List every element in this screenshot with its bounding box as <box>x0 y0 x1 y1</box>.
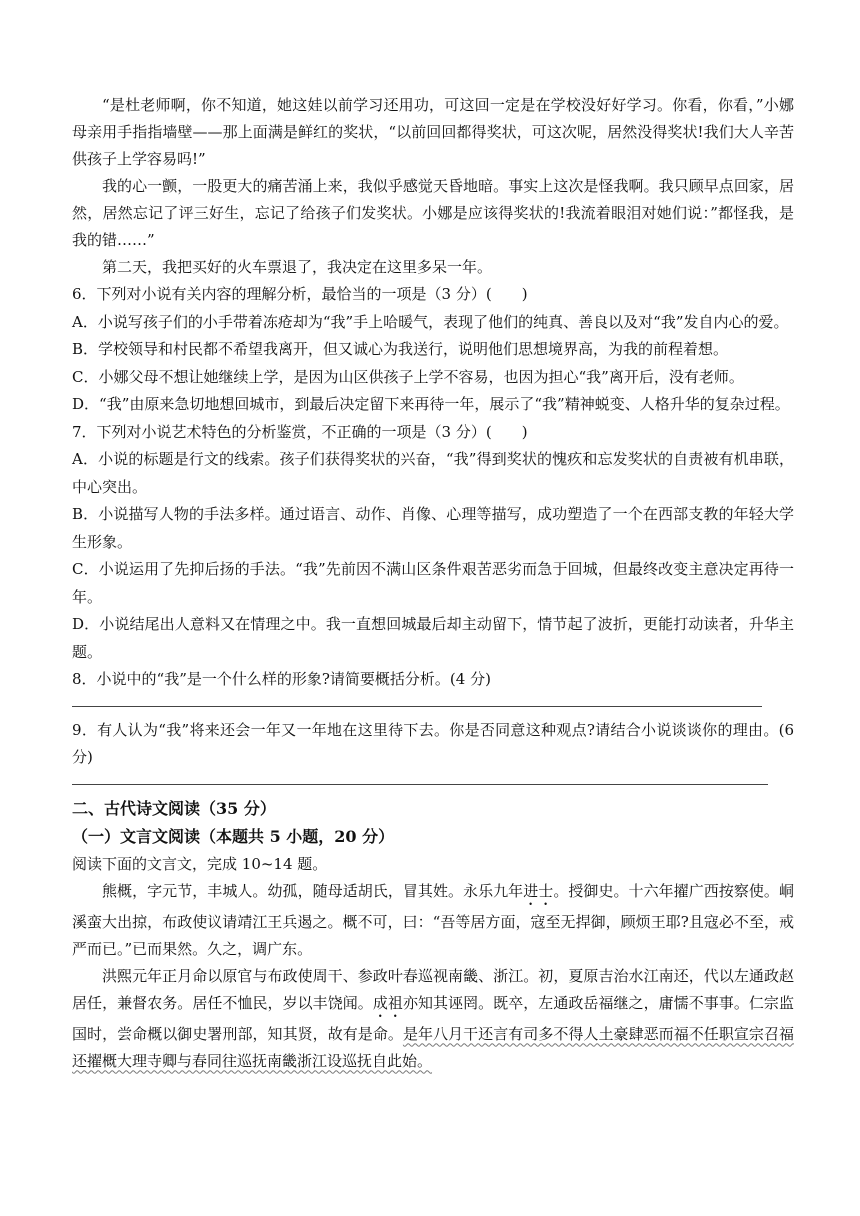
question-7-stem: 7．下列对小说艺术特色的分析鉴赏，不正确的一项是（3 分）( ) <box>72 422 528 441</box>
story-paragraph-2: 我的心一颤，一股更大的痛苦涌上来，我似乎感觉天昏地暗。事实上这次是怪我啊。我只顾早点回家，居然，居然忘记了评三好生，忘记了给孩子们发奖状。小娜是应该得奖状的!我流着眼泪对她们说：”都怪我，是我的错……” <box>72 177 794 249</box>
classical-p1-after: 。授御史。十六年擢广西按察使。峒溪蛮大出掠，布政使议请靖江王兵遏之。概不可，曰：“吾等居方面，寇至无捍御，顾烦王耶?且寇必不至，戒严而已。”已而果然。久之，调广东。 <box>72 881 794 958</box>
document-page <box>72 92 794 1075</box>
question-8: 8．小说中的“我”是一个什么样的形象?请简要概括分析。(4 分) <box>72 670 491 688</box>
answer-line-q8[interactable] <box>72 706 762 707</box>
classical-paragraph-2 <box>72 963 794 1075</box>
question-6-stem: 6．下列对小说有关内容的理解分析，最恰当的一项是（3 分）( ) <box>72 285 528 303</box>
story-paragraph-3: 第二天，我把买好的火车票退了，我决定在这里多呆一年。 <box>102 258 493 276</box>
section-2-subtitle: （一）文言文阅读（本题共 5 小题，20 分） <box>72 826 395 846</box>
question-7-option-c: C．小说运用了先抑后扬的手法。“我”先前因不满山区条件艰苦恶劣而急于回城，但最终改变主意决定再待一年。 <box>72 560 794 606</box>
question-7-option-b: B．小说描写人物的手法多样。通过语言、动作、肖像、心理等描写，成功塑造了一个在西部支教的年轻大学生形象。 <box>72 505 794 551</box>
classical-p2-b: 亦知其诬罔。既卒，左通政岳福继之，庸懦不事事。仁宗监国时，尝命概以御史署刑部，知其贤，故有是命。 <box>72 993 794 1043</box>
question-7-option-d: D．小说结尾出人意料又在情理之中。我一直想回城最后却主动留下，情节起了波折，更能打动读者，升华主题。 <box>72 615 794 661</box>
classical-p2-a: 洪熙元年正月命以原官与布政使周干、参政叶春巡视南畿、浙江。初，夏原吉治水江南还，代以左通政赵居任，兼督农务。居任不恤民，岁以丰饶闻。 <box>72 966 794 1012</box>
reading-instruction: 阅读下面的文言文，完成 10~14 题。 <box>72 854 328 873</box>
question-7-option-a: A．小说的标题是行文的线索。孩子们获得奖状的兴奋，“我”得到奖状的愧疚和忘发奖状的自责被有机串联，中心突出。 <box>72 450 794 496</box>
question-6-option-c: C．小娜父母不想让她继续上学，是因为山区供孩子上学不容易，也因为担心“我”离开后，没有老师。 <box>72 367 744 386</box>
question-9: 9．有人认为“我”将来还会一年又一年地在这里待下去。你是否同意这种观点?请结合小说谈谈你的理由。(6 分) <box>72 720 794 766</box>
dotted-word-jinshi: 进士 <box>523 881 554 900</box>
story-paragraph-1: “是杜老师啊，你不知道，她这娃以前学习还用功，可这回一定是在学校没好好学习。你看，你看，”小娜母亲用手指指墙壁——那上面满是鲜红的奖状，“以前回回都得奖状，可这次呢，居然没得奖状!我们大人辛苦供孩子上学容易吗!” <box>72 96 794 168</box>
classical-paragraph-1 <box>72 878 794 963</box>
section-2-title: 二、古代诗文阅读（35 分） <box>72 798 276 818</box>
dotted-word-chengzu: 成祖 <box>372 993 403 1012</box>
classical-p1-before: 熊概，字元节，丰城人。幼孤，随母适胡氏，冒其姓。永乐九年 <box>102 881 524 900</box>
answer-line-q9[interactable] <box>72 784 768 785</box>
question-6-option-d: D．“我”由原来急切地想回城市，到最后决定留下来再待一年，展示了“我”精神蜕变、人格升华的复杂过程。 <box>72 395 790 413</box>
question-6-option-a: A．小说写孩子们的小手带着冻疮却为“我”手上哈暖气，表现了他们的纯真、善良以及对“我”发自内心的爱。 <box>72 312 789 331</box>
wavy-underlined-sentence: 是年八月干还言有司多不得人土豪肆恶而福不任职宣宗召福还擢概大理寺卿与春同往巡抚南畿浙江设巡抚自此始。 <box>72 1024 794 1070</box>
question-6-option-b: B．学校领导和村民都不希望我离开，但又诚心为我送行，说明他们思想境界高，为我的前程着想。 <box>72 340 729 358</box>
